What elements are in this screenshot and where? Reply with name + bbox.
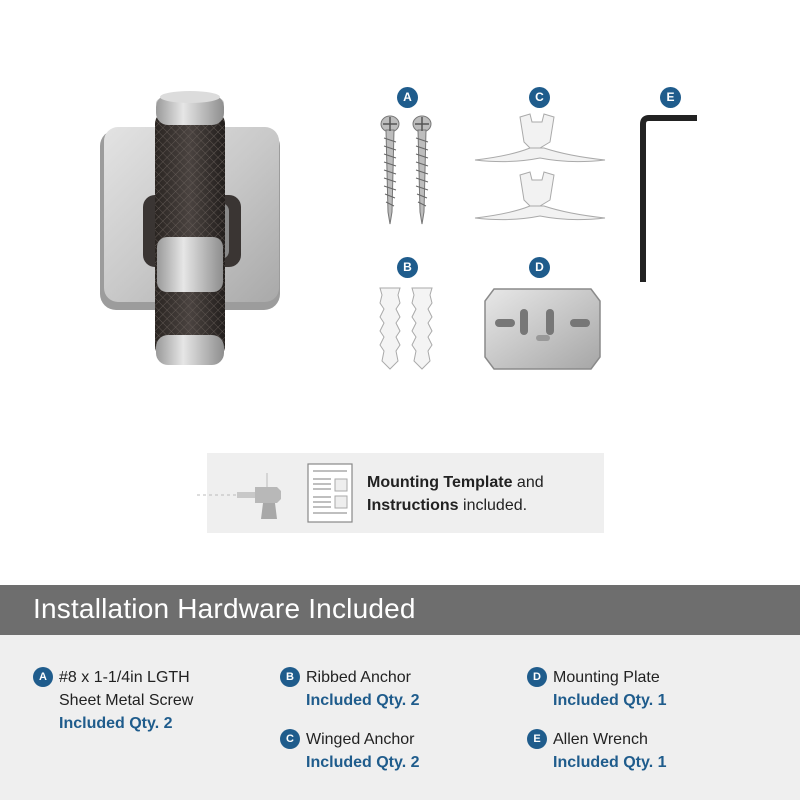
item-d-name: Mounting Plate	[553, 669, 660, 686]
item-b-name: Ribbed Anchor	[306, 669, 411, 686]
drill-icon	[197, 465, 302, 525]
allen-wrench-image	[635, 112, 705, 287]
part-c-badge: C	[529, 87, 550, 108]
item-b-badge: B	[280, 667, 300, 687]
item-e-name: Allen Wrench	[553, 731, 648, 748]
item-a-qty: Included Qty. 2	[59, 715, 173, 732]
mounting-plate-image	[480, 283, 605, 375]
sheet-metal-screw-image	[370, 112, 445, 227]
mounting-template-notice	[207, 453, 604, 533]
part-e-badge: E	[660, 87, 681, 108]
item-a-name-line1: #8 x 1-1/4in LGTH	[59, 669, 190, 686]
item-e-qty: Included Qty. 1	[553, 754, 667, 771]
item-d-badge: D	[527, 667, 547, 687]
instructions-document-icon	[307, 463, 353, 523]
winged-anchor-image	[470, 112, 610, 230]
item-a-name-line2: Sheet Metal Screw	[59, 692, 194, 709]
section-title: Installation Hardware Included	[33, 593, 416, 624]
item-c-name: Winged Anchor	[306, 731, 415, 748]
notice-text	[367, 471, 544, 517]
mounting-template-label: Mounting Template	[367, 474, 513, 491]
item-e-badge: E	[527, 729, 547, 749]
product-hook-image	[95, 85, 285, 375]
item-c-qty: Included Qty. 2	[306, 754, 420, 771]
item-b-qty: Included Qty. 2	[306, 692, 420, 709]
included-text: included.	[458, 497, 528, 514]
item-d-qty: Included Qty. 1	[553, 692, 667, 709]
and-text: and	[512, 474, 544, 491]
hardware-list	[0, 635, 800, 800]
ribbed-anchor-image	[370, 283, 445, 373]
part-a-badge: A	[397, 87, 418, 108]
part-d-badge: D	[529, 257, 550, 278]
item-c-badge: C	[280, 729, 300, 749]
instructions-label: Instructions	[367, 497, 459, 514]
item-a-badge: A	[33, 667, 53, 687]
part-b-badge: B	[397, 257, 418, 278]
section-banner	[0, 585, 800, 635]
